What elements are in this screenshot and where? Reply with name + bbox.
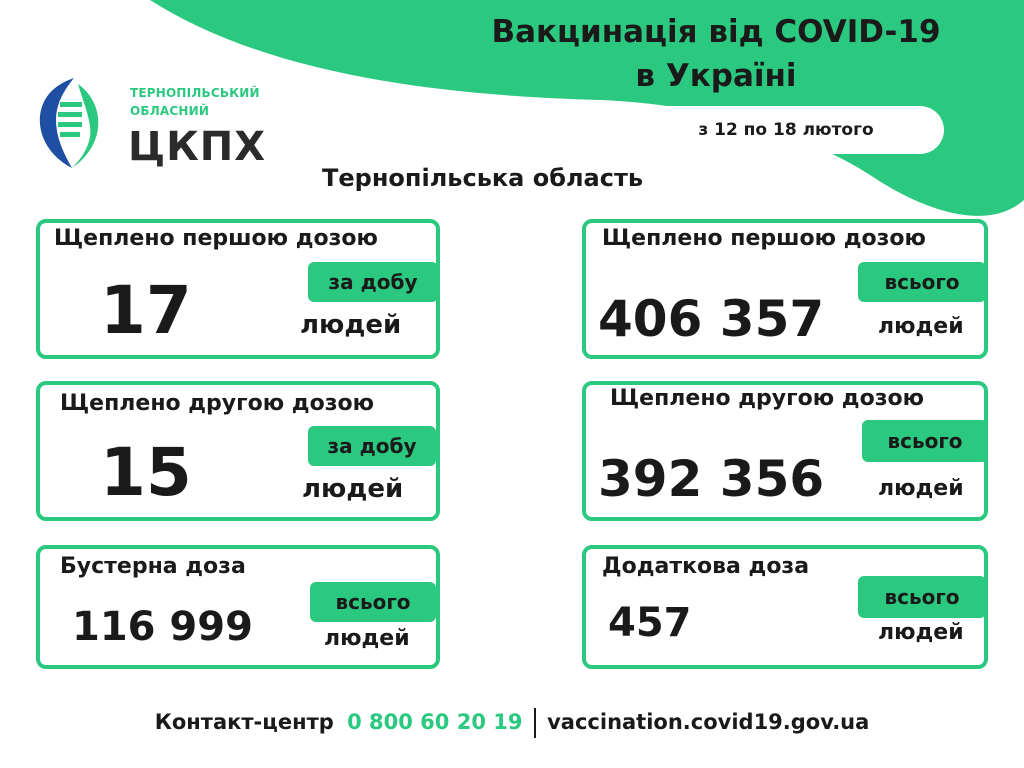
card-title: Бустерна доза bbox=[56, 554, 250, 579]
unit-label: людей bbox=[878, 620, 964, 645]
shield-logo-icon bbox=[34, 74, 104, 172]
period-badge: всього bbox=[310, 582, 436, 622]
card-title: Додаткова доза bbox=[598, 554, 813, 579]
count-value: 15 bbox=[100, 434, 192, 511]
period-badge: за добу bbox=[308, 426, 436, 466]
unit-label: людей bbox=[878, 314, 964, 339]
card-title: Щеплено першою дозою bbox=[50, 226, 382, 251]
page-title bbox=[436, 10, 996, 98]
period-badge: всього bbox=[858, 262, 986, 302]
footer-divider bbox=[534, 708, 536, 738]
period-badge: всього bbox=[862, 420, 988, 462]
unit-label: людей bbox=[300, 310, 402, 340]
org-name: ЦКПХ bbox=[128, 124, 267, 170]
count-value: 392 356 bbox=[598, 450, 825, 508]
unit-label: людей bbox=[878, 476, 964, 501]
period-badge: за добу bbox=[308, 262, 438, 302]
unit-label: людей bbox=[324, 626, 410, 651]
phone-link[interactable]: 0 800 60 20 19 bbox=[347, 710, 523, 734]
title-line-2: в Україні bbox=[635, 58, 797, 94]
org-name-line-2: ОБЛАСНИЙ bbox=[130, 104, 210, 118]
region-title: Тернопільська область bbox=[322, 164, 644, 192]
title-line-1: Вакцинація від COVID-19 bbox=[491, 14, 941, 50]
org-name-line-1: ТЕРНОПІЛЬСЬКИЙ bbox=[130, 86, 260, 100]
count-value: 406 357 bbox=[598, 290, 825, 348]
count-value: 457 bbox=[608, 600, 692, 646]
unit-label: людей bbox=[302, 474, 404, 504]
period-badge: всього bbox=[858, 576, 986, 618]
card-title: Щеплено першою дозою bbox=[598, 226, 930, 251]
count-value: 116 999 bbox=[72, 604, 253, 650]
website-link[interactable]: vaccination.covid19.gov.ua bbox=[547, 710, 870, 734]
footer-contacts bbox=[0, 708, 1024, 738]
date-range-badge: з 12 по 18 лютого bbox=[628, 106, 944, 154]
count-value: 17 bbox=[100, 272, 192, 349]
card-title: Щеплено другою дозою bbox=[56, 391, 378, 416]
contact-center-label: Контакт-центр bbox=[154, 710, 334, 734]
card-title: Щеплено другою дозою bbox=[606, 386, 928, 411]
